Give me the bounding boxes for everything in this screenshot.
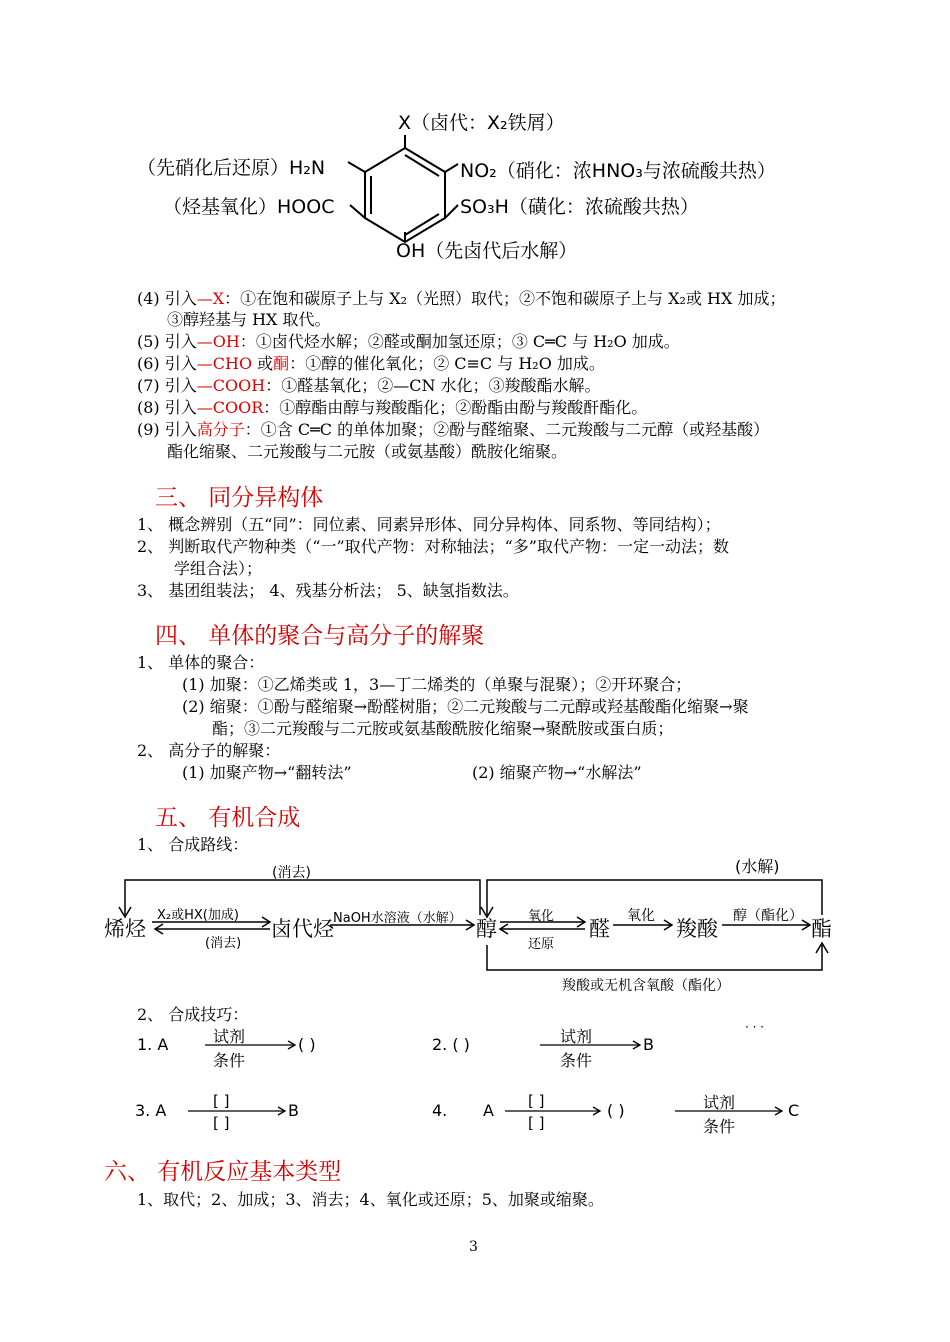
- section-4-title: 四、 单体的聚合与高分子的解聚: [155, 623, 485, 649]
- intro-text: ：①醇的催化氧化；② C≡C 与 H₂O 加成。: [289, 354, 605, 373]
- sec4-line: 酯；③二元羧酸与二元胺或氨基酸酰胺化缩聚→聚酰胺或蛋白质；: [212, 719, 674, 738]
- intro-highlight: —COOH: [196, 376, 266, 395]
- intro-text: 或: [252, 354, 274, 373]
- route-xiaoqu-top: (消去): [272, 865, 311, 881]
- route-alcohol: 醇: [476, 917, 497, 941]
- intro-text: ：①卤代烃水解；②醛或酮加氢还原；③ C═C 与 H₂O 加成。: [239, 332, 680, 351]
- intro-text: 酯化缩聚、二元羧酸与二元胺（或氨基酸）酰胺化缩聚。: [167, 442, 568, 461]
- intro-highlight: —CHO: [196, 354, 253, 373]
- intro-text: ：①醛基氧化；②—CN 水化；③羧酸酯水解。: [265, 376, 601, 395]
- route-acid: 羧酸: [676, 917, 718, 941]
- intro-num: (7) 引入: [137, 376, 197, 395]
- route-alkene: 烯烃: [104, 917, 146, 941]
- tip4-bracket-top: [ ]: [528, 1092, 545, 1110]
- section-6-title: 六、 有机反应基本类型: [104, 1159, 342, 1185]
- route-oxid2: 氧化: [627, 908, 655, 924]
- route-ester: 酯: [811, 917, 832, 941]
- intro-num: (5) 引入: [137, 332, 197, 351]
- intro-text: ：①在饱和碳原子上与 X₂（光照）取代；②不饱和碳原子上与 X₂或 HX 加成；: [224, 289, 786, 308]
- tip2-result: B: [643, 1035, 654, 1054]
- tip1-result: ( ): [298, 1035, 316, 1054]
- tip4-a: A: [483, 1101, 494, 1120]
- sec4-line: (1) 加聚产物→“翻转法”: [182, 763, 352, 782]
- sec4-line: (1) 加聚：①乙烯类或 1，3—丁二烯类的（单聚与混聚）；②开环聚合；: [182, 675, 692, 694]
- intro-highlight: —X: [196, 289, 225, 308]
- benzene-right2-label: SO₃H（磺化：浓硫酸共热）: [460, 196, 699, 218]
- sec4-line: (2) 缩聚：①酚与醛缩聚→酚醛树脂；②二元羧酸与二元醇或羟基酸酯化缩聚→聚: [182, 697, 749, 716]
- tip4-result: C: [788, 1101, 800, 1120]
- tip2-dots: · · ·: [745, 1020, 765, 1034]
- route-halide: 卤代烃: [271, 917, 334, 941]
- intro-highlight: 酮: [273, 354, 290, 373]
- tip3-bracket-bottom: [ ]: [213, 1114, 230, 1132]
- benzene-left2-label: （烃基氧化）HOOC: [163, 196, 335, 218]
- tip3-bracket-top: [ ]: [213, 1092, 230, 1110]
- intro-highlight: —OH: [196, 332, 240, 351]
- section-3-title: 三、 同分异构体: [155, 485, 324, 511]
- intro-highlight: 高分子: [196, 420, 245, 439]
- tip4-label: 4.: [432, 1101, 448, 1120]
- benzene-bottom-label: OH（先卤代后水解）: [396, 240, 578, 262]
- tip1-cond: 条件: [213, 1051, 246, 1070]
- route-reduce: 还原: [528, 937, 555, 952]
- tip3-result: B: [288, 1101, 299, 1120]
- route-aldehyde: 醛: [589, 917, 610, 941]
- tip4-reagent: 试剂: [703, 1093, 736, 1112]
- route-naoh: NaOH水溶液（水解）: [333, 911, 462, 926]
- intro-num: (9) 引入: [137, 420, 197, 439]
- sec4-line: 1、 单体的聚合：: [137, 653, 265, 672]
- sec4-line: (2) 缩聚产物→“水解法”: [472, 763, 642, 782]
- intro-num: (6) 引入: [137, 354, 197, 373]
- intro-text: ：①含 C═C 的单体加聚；②酚与醛缩聚、二元羧酸与二元醇（或羟基酸）: [244, 420, 770, 439]
- intro-num: (8) 引入: [137, 398, 197, 417]
- tip4-cond: 条件: [703, 1117, 736, 1136]
- page-number: 3: [469, 1239, 478, 1255]
- route-bottom-label: 羧酸或无机含氧酸（酯化）: [562, 978, 730, 994]
- intro-text: ③醇羟基与 HX 取代。: [167, 310, 331, 329]
- benzene-left1-label: （先硝化后还原）H₂N: [137, 157, 326, 179]
- route-x2hx: X₂或HX(加成): [157, 908, 239, 923]
- tip2-label: 2. ( ): [432, 1035, 470, 1054]
- sec6-line: 1、取代；2、加成；3、消去；4、氧化或还原；5、加聚或缩聚。: [137, 1190, 604, 1209]
- tip4-bracket-bottom: [ ]: [528, 1114, 545, 1132]
- sec5-line2: 2、 合成技巧：: [137, 1005, 249, 1024]
- route-oxid1: 氧化: [528, 909, 555, 924]
- route-xiaoqu: (消去): [205, 936, 242, 951]
- sec3-line: 学组合法）；: [174, 559, 263, 578]
- route-esterify: 醇（酯化）: [733, 908, 803, 924]
- sec5-line1: 1、 合成路线：: [137, 835, 249, 854]
- sec3-line: 3、 基团组装法； 4、残基分析法； 5、缺氢指数法。: [137, 581, 519, 600]
- sec4-line: 2、 高分子的解聚：: [137, 741, 281, 760]
- benzene-top-label: X（卤代：X₂铁屑）: [398, 112, 565, 134]
- tip4-middle: ( ): [607, 1101, 625, 1120]
- intro-text: ：①醇酯由醇与羧酸酯化；②酚酯由酚与羧酸酐酯化。: [263, 398, 648, 417]
- tip3-label: 3. A: [135, 1101, 167, 1120]
- tip2-cond: 条件: [560, 1051, 593, 1070]
- tip1-label: 1. A: [137, 1035, 169, 1054]
- route-shuijie-top: (水解): [735, 857, 780, 876]
- tip1-reagent: 试剂: [213, 1027, 246, 1046]
- sec3-line: 1、 概念辨别（五“同”：同位素、同素异形体、同分异构体、同系物、等同结构）；: [137, 515, 721, 534]
- intro-highlight: —COOR: [196, 398, 264, 417]
- section-5-title: 五、 有机合成: [155, 805, 301, 831]
- sec3-line: 2、 判断取代产物种类（“一”取代产物：对称轴法；“多”取代产物：一定一动法；数: [137, 537, 729, 556]
- intro-num: (4) 引入: [137, 289, 197, 308]
- tip2-reagent: 试剂: [560, 1027, 593, 1046]
- benzene-right1-label: NO₂（硝化：浓HNO₃与浓硫酸共热）: [460, 160, 776, 182]
